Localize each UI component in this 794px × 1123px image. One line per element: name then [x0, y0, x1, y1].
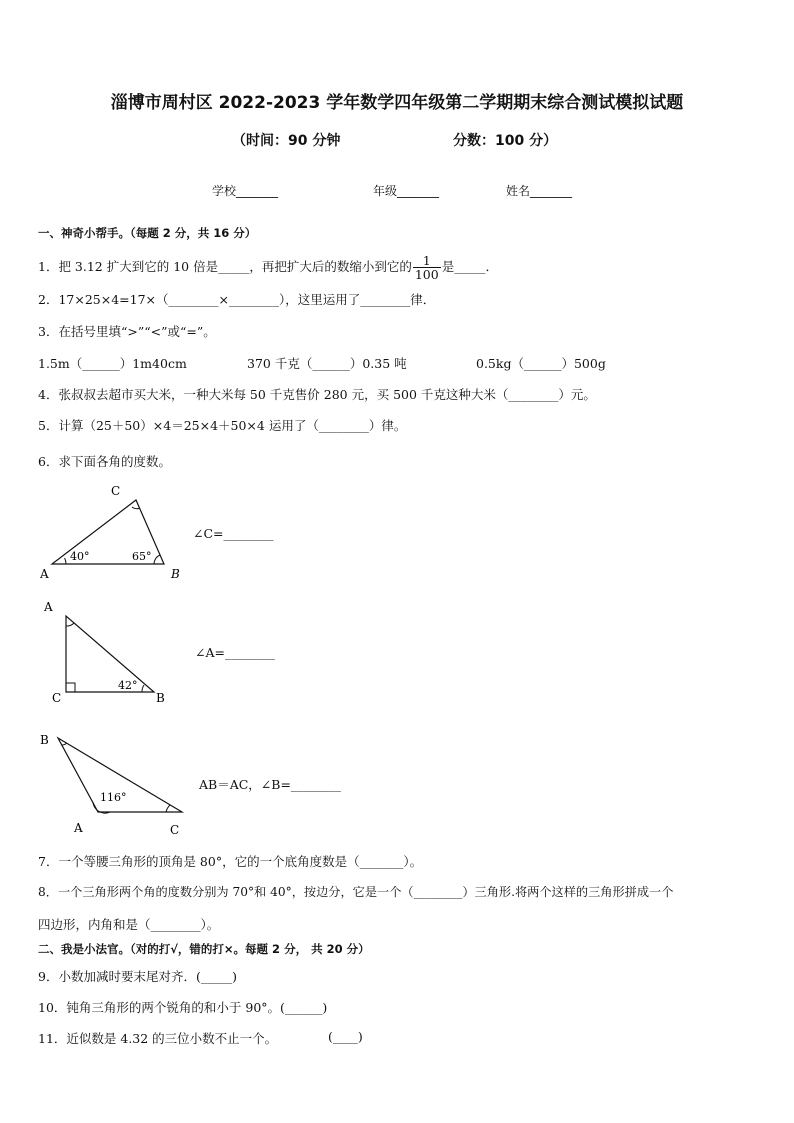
vertex-c-label: C — [52, 691, 62, 705]
vertex-b-label: B — [171, 567, 180, 581]
vertex-c-label: C — [111, 484, 121, 498]
section-1-heading: 一、神奇小帮手。（每题 2 分，共 16 分） — [38, 226, 257, 240]
triangle-2-shape — [66, 616, 154, 692]
question-11: 11．近似数是 4.32 的三位小数不止一个。 — [38, 1031, 278, 1046]
question-10: 10．钝角三角形的两个锐角的和小于 90°。(______) — [38, 1000, 328, 1015]
question-2: 2．17×25×4=17×（________×________），这里运用了________律． — [38, 292, 436, 307]
exam-score: 分数：100 分） — [453, 133, 558, 149]
question-1 — [38, 254, 498, 281]
vertex-a-label: A — [74, 821, 83, 835]
question-6: 6．求下面各角的度数。 — [38, 454, 171, 469]
exam-time: （时间：90 分钟 — [232, 133, 341, 149]
question-8-line-1: 8．一个三角形两个角的度数分别为 70°和 40°，按边分，它是一个（________）三角形.将两个这样的三角形拼成一个 — [38, 885, 674, 899]
angle-b-value: 42° — [118, 679, 138, 692]
angle-a-value: 116° — [100, 791, 127, 804]
name-field: 姓名_______ — [506, 184, 573, 198]
fraction-numerator: 1 — [413, 254, 441, 268]
question-3-part-c: 0.5kg（______）500g — [476, 356, 606, 371]
vertex-a-label: A — [44, 600, 53, 614]
question-11-answer-blank: (____) — [328, 1029, 363, 1044]
q6-answer-2: ∠A=________ — [195, 645, 275, 660]
q6-answer-3: AB＝AC，∠B=________ — [199, 777, 341, 792]
question-3-part-a: 1.5m（______）1m40cm — [38, 356, 187, 371]
school-field: 学校_______ — [212, 184, 279, 198]
fraction — [413, 254, 441, 281]
angle-b-arc — [142, 685, 144, 692]
angle-b-value: 65° — [132, 550, 152, 563]
grade-field: 年级_______ — [373, 184, 440, 198]
question-3-part-b: 370 千克（______）0.35 吨 — [247, 356, 407, 371]
question-1-text-a: 1．把 3.12 扩大到它的 10 倍是_____，再把扩大后的数缩小到它的 — [38, 259, 412, 274]
vertex-b-label: B — [40, 733, 49, 747]
vertex-c-label: C — [170, 823, 180, 837]
angle-c-arc — [166, 805, 170, 812]
page-title: 淄博市周村区 2022-2023 学年数学四年级第二学期期末综合测试模拟试题 — [110, 93, 684, 113]
question-8-line-2: 四边形，内角和是（________）。 — [38, 917, 220, 932]
angle-b-arc — [62, 743, 67, 745]
section-2-heading: 二、我是小法官。（对的打√，错的打×。每题 2 分， 共 20 分） — [38, 942, 370, 956]
q6-answer-1: ∠C=________ — [193, 526, 274, 541]
question-7: 7．一个等腰三角形的顶角是 80°，它的一个底角度数是（_______）。 — [38, 854, 423, 869]
question-3: 3．在括号里填“>”“<”或“=”。 — [38, 324, 216, 339]
question-5: 5．计算（25＋50）×4＝25×4＋50×4 运用了（________）律。 — [38, 418, 407, 433]
question-1-text-b: 是_____． — [441, 259, 498, 274]
angle-b-arc — [154, 555, 160, 564]
triangle-figure-1 — [36, 478, 196, 584]
vertex-b-label: B — [156, 691, 165, 705]
triangle-figure-3 — [36, 728, 196, 840]
angle-a-arc — [66, 623, 74, 626]
angle-a-arc — [65, 558, 66, 564]
question-9: 9．小数加减时要末尾对齐．(_____) — [38, 969, 237, 984]
fraction-denominator: 100 — [414, 267, 439, 282]
right-angle-mark — [66, 683, 75, 692]
question-4: 4．张叔叔去超市买大米，一种大米每 50 千克售价 280 元，买 500 千克这种大米（________）元。 — [38, 387, 596, 402]
triangle-figure-2 — [36, 596, 176, 708]
angle-a-value: 40° — [70, 550, 90, 563]
vertex-a-label: A — [40, 567, 49, 581]
